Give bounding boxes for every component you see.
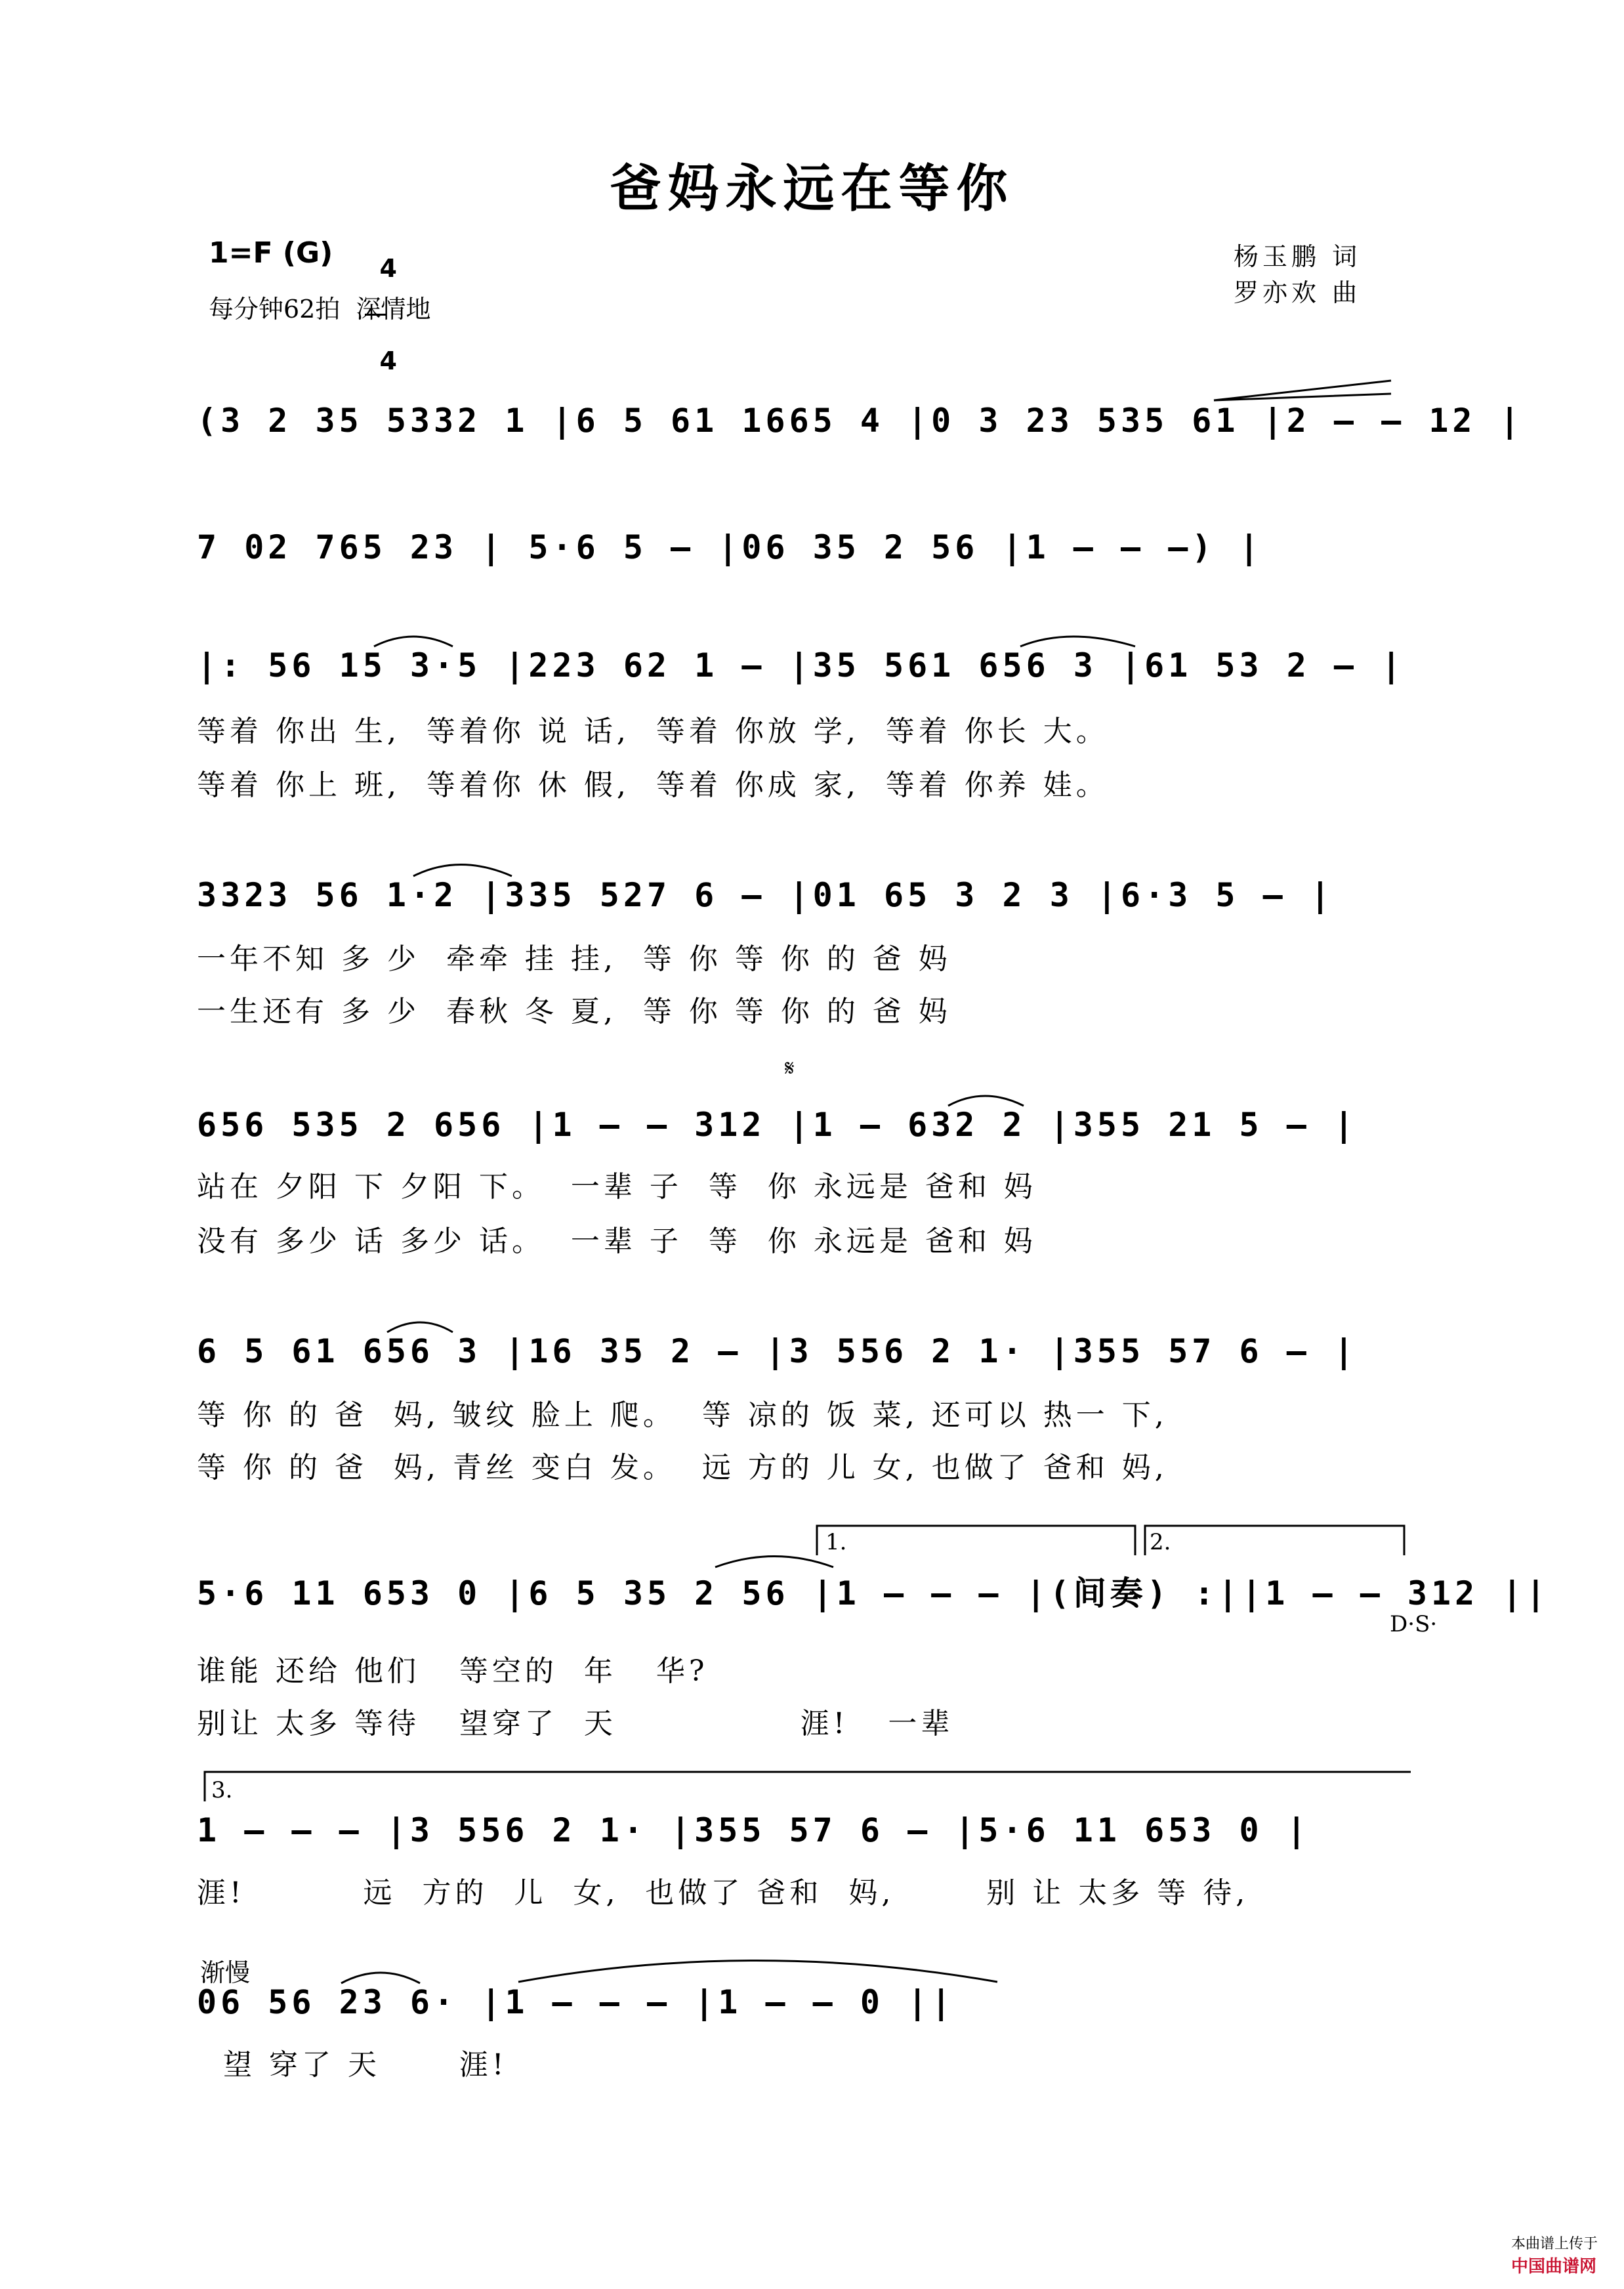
notation-line-8: 1 — — — |3 556 2 1· |355 57 6 — |5·6 11 653 0 | [197,1811,1310,1849]
notation-line-3: |: 56 15 3·5 |223 62 1 — |35 561 656 3 |61 53 2 — | [197,646,1405,684]
notation-line-6: 6 5 61 656 3 |16 35 2 — |3 556 2 1· |355 57 6 — | [197,1332,1358,1370]
lyric-line-7a: 谁能 还给 他们 等空的 年 华? [197,1654,709,1688]
lyricist-credit: 杨玉鹏 词 [1234,242,1362,271]
song-title: 爸妈永远在等你 [610,159,1014,219]
crescendo-hairpin [1214,381,1391,400]
notation-line-9: 06 56 23 6· |1 — — — |1 — — 0 || [197,1983,955,2021]
tempo-marking: 每分钟62拍 深情地 [209,295,431,324]
volta-bracket-2 [1145,1526,1404,1555]
slur-line7 [715,1557,833,1568]
footer-prefix: 本曲谱上传于 [1510,2236,1598,2252]
footer-brand[interactable]: 中国曲谱网 [1510,2257,1596,2277]
volta-3-label: 3. [211,1777,233,1803]
slur-line3-1 [374,637,453,646]
lyric-line-9: 望 穿了 天 涯! [223,2048,508,2082]
notation-line-4: 3323 56 1·2 |335 527 6 — |01 65 3 2 3 |6·3 5 — | [197,876,1334,914]
lyric-line-4b: 一生还有 多 少 春秋 冬 夏, 等 你 等 你 的 爸 妈 [197,995,951,1028]
slur-line3-2 [1020,637,1135,646]
lyric-line-4a: 一年不知 多 少 牵牵 挂 挂, 等 你 等 你 的 爸 妈 [197,942,951,976]
ritardando-mark: 渐慢 [200,1958,251,1987]
segno-sign: 𝄋 [785,1055,795,1082]
lyric-line-5a: 站在 夕阳 下 夕阳 下。 一辈 子 等 你 永远是 爸和 妈 [197,1170,1037,1204]
notation-line-5: 656 535 2 656 |1 — — 312 |1 — 632 2 |355 21 5 — | [197,1106,1358,1144]
lyric-line-3a: 等着 你出 生, 等着你 说 话, 等着 你放 学, 等着 你长 大。 [197,715,1109,748]
lyric-line-6a: 等 你 的 爸 妈, 皱纹 脸上 爬。 等 凉的 饭 菜, 还可以 热一 下, [197,1398,1168,1432]
volta-bracket-1 [817,1526,1135,1555]
dal-segno-mark: D·S· [1390,1611,1438,1637]
lyric-line-3b: 等着 你上 班, 等着你 休 假, 等着 你成 家, 等着 你养 娃。 [197,768,1109,802]
volta-1-label: 1. [825,1529,847,1555]
time-signature-top: 4 [379,254,397,283]
slur-line6 [387,1322,453,1332]
key-signature: 1=F (G) [209,236,333,270]
time-signature-bottom: 4 [379,346,397,375]
site-footer [1502,2216,1598,2277]
slur-line5 [948,1096,1024,1106]
notation-line-7: 5·6 11 653 0 |6 5 35 2 56 |1 — — — |(间奏) :||1 — — 312 || [197,1574,1550,1612]
lyric-line-5b: 没有 多少 话 多少 话。 一辈 子 等 你 永远是 爸和 妈 [197,1225,1037,1258]
lyric-line-7b: 别让 太多 等待 望穿了 天 涯! 一辈 [197,1707,954,1740]
slur-line4 [413,865,512,877]
lyric-line-8: 涯! 远 方的 儿 女, 也做了 爸和 妈, 别 让 太多 等 待, [197,1876,1249,1910]
composer-credit: 罗亦欢 曲 [1234,278,1362,307]
volta-2-label: 2. [1150,1529,1171,1555]
notation-line-1: (3 2 35 5332 1 |6 5 61 1665 4 |0 3 23 535 61 |2 — — 12 | [197,402,1524,440]
lyric-line-6b: 等 你 的 爸 妈, 青丝 变白 发。 远 方的 儿 女, 也做了 爸和 妈, [197,1451,1168,1484]
slur-line9 [341,1973,420,1983]
volta-bracket-3 [205,1772,1411,1801]
tie-final [518,1961,997,1983]
notation-line-2: 7 02 765 23 | 5·6 5 — |06 35 2 56 |1 — — —) | [197,528,1263,566]
